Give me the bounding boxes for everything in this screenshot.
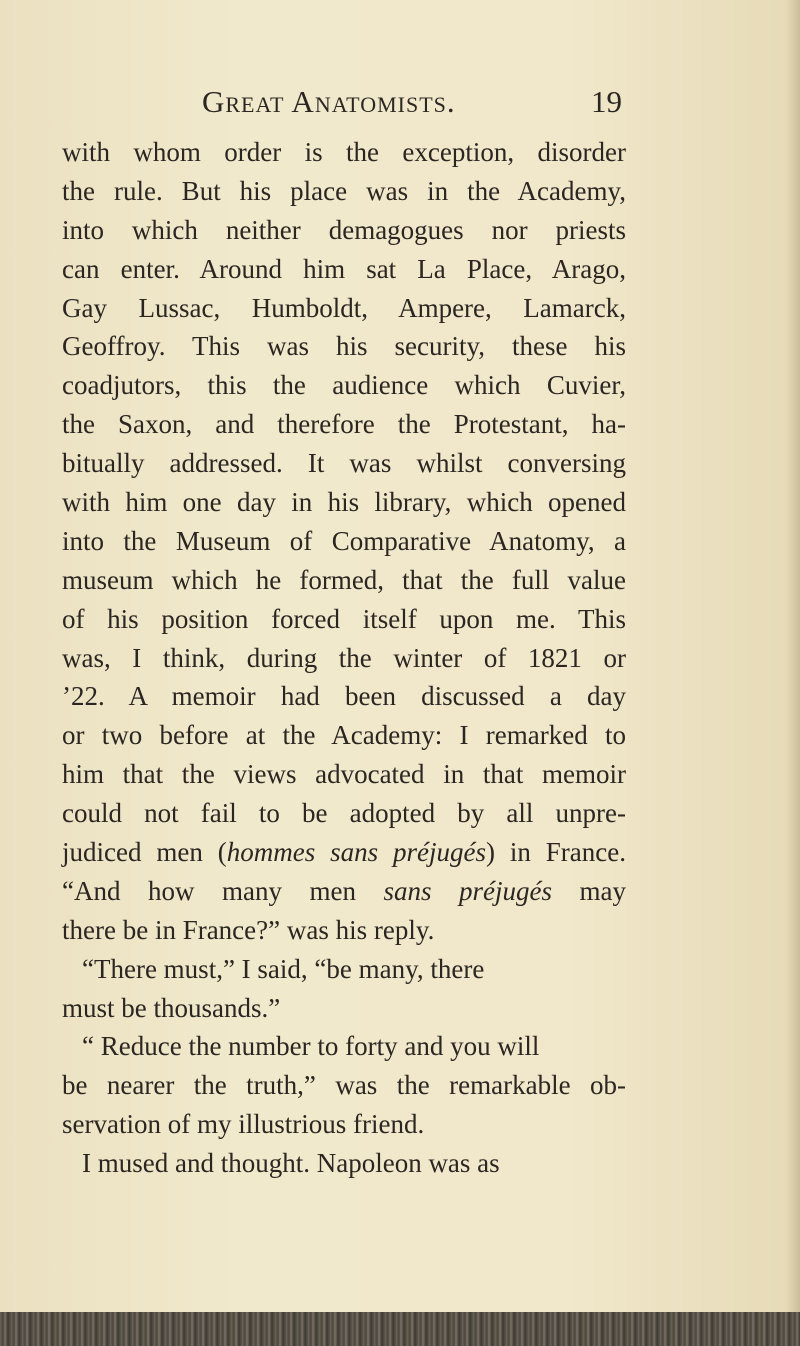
text-line: coadjutors, this the audience which Cuvier, — [62, 370, 626, 401]
text-line: there be in France?” was his reply. — [62, 914, 435, 945]
text-line: could not fail to be adopted by all unpre- — [62, 798, 626, 829]
text-line: with him one day in his library, which opened — [62, 487, 626, 518]
body-text — [62, 133, 626, 1183]
text-line: was, I think, during the winter of 1821 or — [62, 642, 626, 673]
text-line: museum which he formed, that the full value — [62, 564, 626, 595]
text-line: Gay Lussac, Humboldt, Ampere, Lamarck, — [62, 292, 626, 323]
text-segment: ) in France. — [486, 837, 626, 868]
running-title: Great Anatomists. — [202, 84, 456, 119]
text-line: the Saxon, and therefore the Protestant, ha- — [62, 409, 626, 440]
text-line: of his position forced itself upon me. This — [62, 603, 626, 634]
page-bottom-edge — [0, 1312, 800, 1346]
text-line: I mused and thought. Napoleon was as — [82, 1148, 500, 1179]
text-line: must be thousands.” — [62, 992, 281, 1023]
text-line: or two before at the Academy: I remarked to — [62, 720, 626, 751]
text-line: servation of my illustrious friend. — [62, 1109, 425, 1140]
text-line — [62, 872, 626, 911]
text-segment: judiced men ( — [62, 837, 227, 868]
text-line: with whom order is the exception, disorder — [62, 137, 626, 167]
text-line: bitually addressed. It was whilst conversing — [62, 448, 626, 479]
text-line: be nearer the truth,” was the remarkable ob- — [62, 1070, 626, 1101]
text-line: Geoffroy. This was his security, these his — [62, 331, 626, 362]
page-number: 19 — [591, 84, 622, 119]
running-head — [202, 84, 622, 124]
text-segment: may — [552, 875, 626, 906]
text-segment: “And how many men — [62, 875, 384, 906]
text-line: into the Museum of Comparative Anatomy, a — [62, 525, 626, 556]
text-line: into which neither demagogues nor priests — [62, 214, 626, 245]
text-line: him that the views advocated in that memoir — [62, 759, 626, 790]
text-line: “There must,” I said, “be many, there — [82, 953, 485, 984]
text-line — [62, 833, 626, 872]
text-line: “ Reduce the number to forty and you will — [82, 1031, 540, 1062]
page-edge-shadow — [786, 0, 800, 1346]
italic-phrase: hommes sans préjugés — [226, 837, 487, 868]
italic-phrase: sans préjugés — [383, 875, 552, 906]
text-line: ’22. A memoir had been discussed a day — [62, 681, 626, 712]
text-line: the rule. But his place was in the Academy, — [62, 175, 626, 206]
text-line: can enter. Around him sat La Place, Arago, — [62, 253, 626, 284]
